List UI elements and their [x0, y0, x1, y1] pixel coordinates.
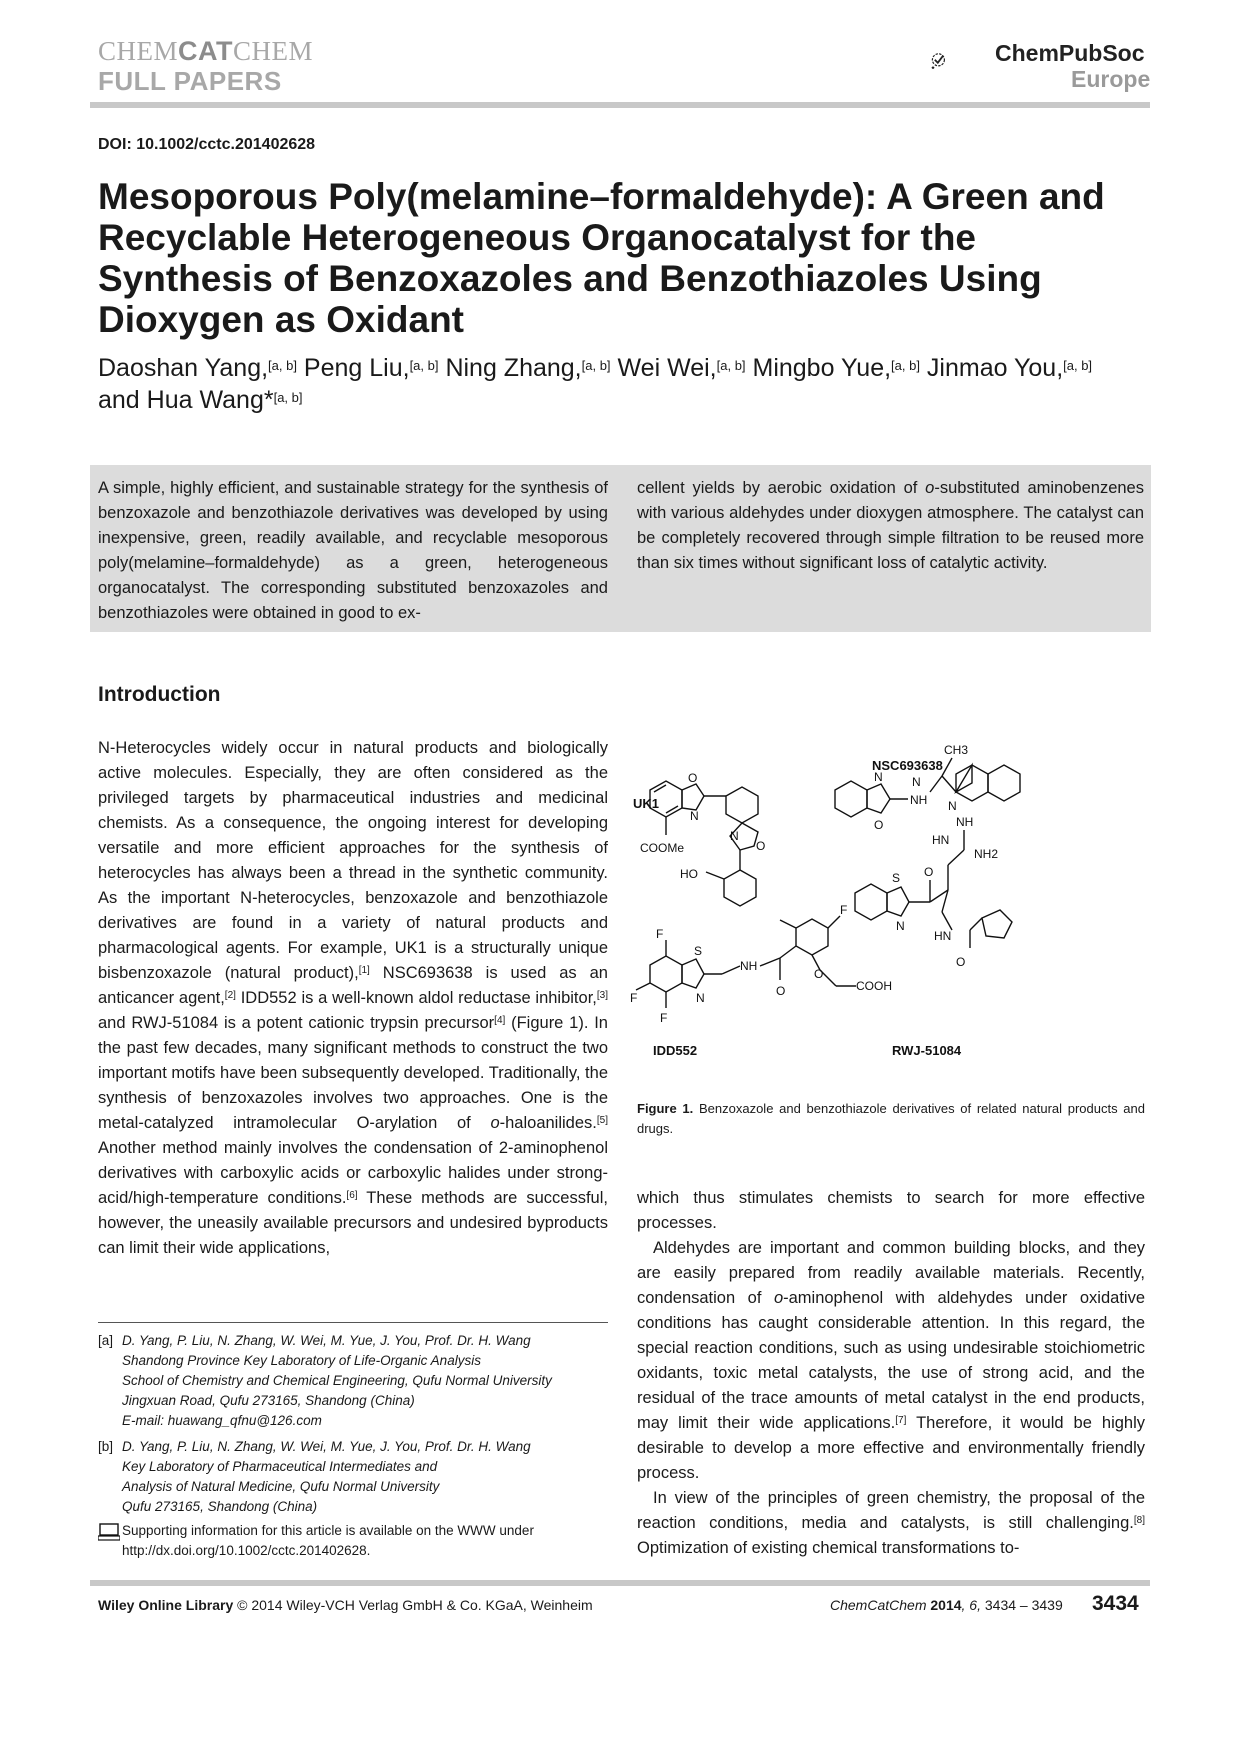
paragraph: In view of the principles of green chemistry, the proposal of the reaction conditions, media and catalysts, is still challenging.[8] Optimization of existing chemical transformations to-	[637, 1489, 1145, 1557]
atom-label: O	[956, 955, 966, 969]
computer-icon	[98, 1523, 120, 1541]
author: Daoshan Yang,	[98, 354, 269, 382]
atom-label: F	[840, 903, 848, 917]
atom-label: N	[912, 775, 921, 789]
figure-caption: Figure 1. Benzoxazole and benzothiazole derivatives of related natural products and drugs.	[637, 1101, 1145, 1136]
atom-label: COOH	[856, 979, 892, 993]
atom-label: NH	[910, 793, 928, 807]
atom-label: F	[660, 1011, 668, 1025]
section-type: FULL PAPERS	[98, 66, 282, 96]
atom-label: NH2	[974, 847, 999, 861]
author: Mingbo Yue,	[752, 354, 892, 382]
wiley-online-library-link[interactable]: Wiley Online Library	[98, 1597, 234, 1613]
publisher-region: Europe	[1071, 66, 1151, 92]
atom-label: HO	[680, 867, 698, 881]
paragraph: Aldehydes are important and common building blocks, and they are easily prepared from readily available materials. Recently, condensation of o-aminophenol with aldehydes under oxidative conditions has caught considerable attention. In this regard, the special reaction conditions, such as using undesirable stoichiometric oxidants, toxic metal catalysts, the use of strong acid, and the residual of the trace amounts of metal catalyst in the end products, may limit their wide applications.[7] Therefore, it would be highly desirable to develop a more effective and environmentally friendly process.	[637, 1239, 1146, 1482]
publisher-name: ChemPubSoc	[995, 40, 1145, 66]
atom-label: N	[896, 919, 905, 933]
footer-rule	[90, 1580, 1150, 1586]
page-number: 3434	[1092, 1592, 1139, 1615]
body-left-column: N-Heterocycles widely occur in natural products and biologically active molecules. Especially, they are often considered as the privileged targets by pharmaceutical industries and medicinal chemists. As a consequence, the ongoing interest for developing versatile and more efficient approaches for the synthesis of heterocycles has always been a thread in the synthetic community. As the important N-heterocycles, benzoxazole and benzothiazole derivatives are found in a variety of natural products and pharmacological agents. For example, UK1 is a structurally unique bisbenzoxazole (natural product),[1] NSC693638 is used as an anticancer agent,[2] IDD552 is a well-known aldol reductase inhibitor,[3] and RWJ-51084 is a potent cationic trypsin precursor[4] (Figure 1). In the past few decades, many significant methods to construct the two important motifs have been subsequently developed. Traditionally, the synthesis of benzoxazoles involves two approaches. One is the metal-catalyzed intramolecular O-arylation of o-haloanilides.[5] Another method mainly involves the condensation of 2-aminophenol derivatives with carboxylic acids or carboxylic halides under strong-acid/high-temperature conditions.[6] These methods are successful, however, the uneasily available precursors and undesired byproducts can limit their wide applications,	[98, 739, 608, 1257]
atom-label: NH	[956, 815, 974, 829]
paragraph: which thus stimulates chemists to search for more effective processes.	[637, 1189, 1145, 1232]
figure-1-structures	[630, 740, 1150, 1080]
compound-label-nsc: NSC693638	[872, 758, 943, 773]
body-right-column	[637, 1186, 1145, 1561]
atom-label: F	[656, 927, 664, 941]
atom-label: COOMe	[640, 841, 685, 855]
doi: DOI: 10.1002/cctc.201402628	[98, 136, 316, 153]
atom-label: S	[892, 871, 901, 885]
atom-label: S	[694, 944, 703, 958]
author: Wei Wei,	[617, 354, 717, 382]
atom-label: N	[730, 829, 739, 843]
atom-label: O	[756, 839, 766, 853]
footer-citation: ChemCatChem 2014, 6, 3434 – 3439	[830, 1597, 1063, 1613]
atom-label: O	[688, 771, 698, 785]
atom-label: O	[924, 865, 934, 879]
author: Peng Liu,	[303, 354, 410, 382]
atom-label: O	[814, 967, 824, 981]
footnote-rule	[98, 1322, 608, 1323]
author: and Hua Wang*	[98, 386, 274, 414]
supporting-info-note: Supporting information for this article is available on the WWW under http://dx.doi.org/10.1002/cctc.201402628.	[98, 1521, 608, 1561]
abstract-right: cellent yields by aerobic oxidation of o-substituted aminobenzenes with various aldehydes under dioxygen atmosphere. The catalyst can be completely recovered through simple filtration to be reused more than six times without significant loss of catalytic activity.	[637, 479, 1144, 572]
atom-label: NH	[740, 959, 758, 973]
atom-label: HN	[932, 833, 950, 847]
atom-label: HN	[934, 929, 952, 943]
header-rule	[90, 102, 1150, 108]
affiliation-b: [b] D. Yang, P. Liu, N. Zhang, W. Wei, M. Yue, J. You, Prof. Dr. H. Wang Key Laboratory of Pharmaceutical Intermediates and Analysis of Natural Medicine, Qufu Normal University Qufu 273165, Shandong (China)	[98, 1439, 531, 1514]
atom-label: F	[630, 991, 638, 1005]
compound-label-idd: IDD552	[653, 1043, 698, 1058]
journal-name: CHEMCATCHEM	[98, 36, 314, 66]
article-title: Mesoporous Poly(melamine–formaldehyde): A Green and Recyclable Heterogeneous Organocatalyst for the Synthesis of Benzoxazoles and Benzothiazoles Using Dioxygen as Oxidant	[98, 176, 1105, 340]
chempubsoc-logo-icon	[930, 36, 990, 86]
si-link[interactable]: http://dx.doi.org/10.1002/cctc.201402628.	[122, 1543, 371, 1558]
section-heading: Introduction	[98, 683, 221, 706]
author-list: Daoshan Yang,[a, b] Peng Liu,[a, b] Ning Zhang,[a, b] Wei Wei,[a, b] Mingbo Yue,[a, b] Jinmao You,[a, b] and Hua Wang*[a, b]	[98, 354, 1093, 414]
atom-label: O	[776, 984, 786, 998]
atom-label: CH3	[944, 743, 969, 757]
compound-label-rwj: RWJ-51084	[892, 1043, 962, 1058]
atom-label: N	[690, 809, 699, 823]
abstract-left: A simple, highly efficient, and sustainable strategy for the synthesis of benzoxazole and benzothiazole derivatives was developed by using inexpensive, green, readily available, and recyclable mesoporous poly(melamine–formaldehyde) as a green, heterogeneous organocatalyst. The corresponding substituted benzoxazoles and benzothiazoles were obtained in good to ex-	[98, 479, 608, 622]
author: Ning Zhang,	[445, 354, 582, 382]
author: Jinmao You,	[926, 354, 1064, 382]
footer-copyright: Wiley Online Library © 2014 Wiley-VCH Verlag GmbH & Co. KGaA, Weinheim	[98, 1597, 593, 1613]
atom-label: N	[696, 991, 705, 1005]
compound-label-uk1: UK1	[633, 796, 660, 811]
atom-label: N	[948, 799, 957, 813]
affiliation-a: [a] D. Yang, P. Liu, N. Zhang, W. Wei, M. Yue, J. You, Prof. Dr. H. Wang Shandong Province Key Laboratory of Life-Organic Analysis School of Chemistry and Chemical Engineering, Qufu Normal University Jingxuan Road, Qufu 273165, Shandong (China) E-mail: huawang_qfnu@126.com	[98, 1333, 552, 1428]
atom-label: N	[874, 770, 883, 784]
atom-label: O	[874, 818, 884, 832]
